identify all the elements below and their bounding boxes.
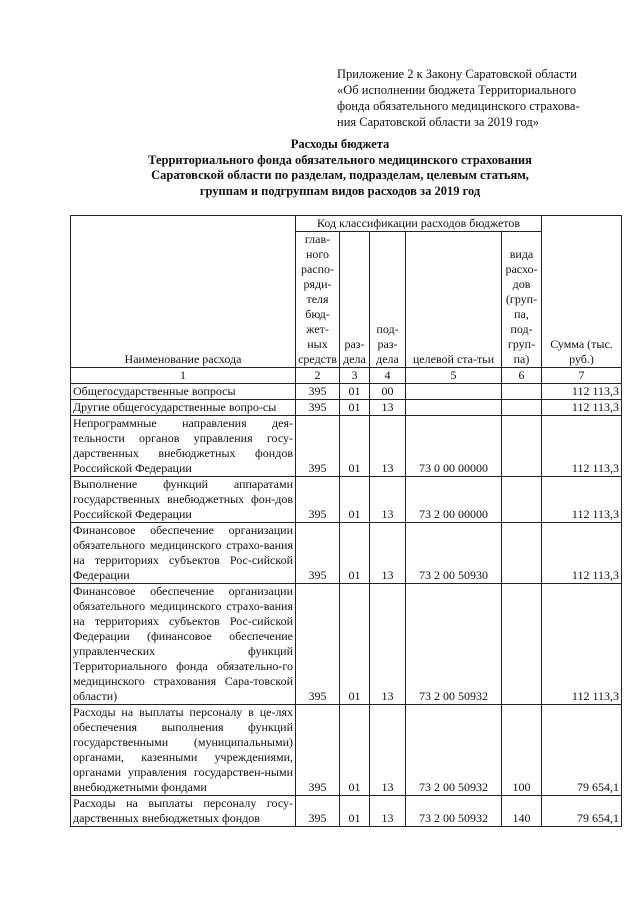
header-gr: глав-ного распо-ряди-теля бюд-жет-ных средств [296,232,340,368]
row-csr [406,384,502,400]
header-sum: Сумма (тыс. руб.) [542,216,622,368]
row-sum: 79 654,1 [542,705,622,796]
table-row [71,384,622,400]
table-row [71,523,622,584]
title-line: группам и подгруппам видов расходов за 2019 год [199,183,481,198]
row-sum: 112 113,3 [542,477,622,523]
row-sum: 112 113,3 [542,523,622,584]
table-row [71,705,622,796]
row-sum: 112 113,3 [542,400,622,416]
row-sum: 112 113,3 [542,416,622,477]
row-vr [502,523,542,584]
row-rz: 01 [340,384,370,400]
row-gr: 395 [296,705,340,796]
row-rz: 01 [340,400,370,416]
column-number: 4 [370,368,406,384]
row-csr: 73 0 00 00000 [406,416,502,477]
row-sum: 79 654,1 [542,796,622,827]
row-gr: 395 [296,477,340,523]
row-pr: 13 [370,584,406,705]
row-pr: 13 [370,705,406,796]
title-line: Расходы бюджета [290,137,390,151]
row-csr [406,400,502,416]
row-pr: 13 [370,477,406,523]
header-csr: целевой ста-тьи [406,232,502,368]
row-name: Выполнение функций аппаратами государственных внебюджетных фон-дов Российской Федерации [71,477,296,523]
row-vr [502,416,542,477]
column-number: 5 [406,368,502,384]
row-vr [502,584,542,705]
row-gr: 395 [296,584,340,705]
table-row [71,477,622,523]
row-rz: 01 [340,796,370,827]
row-csr: 73 2 00 50932 [406,584,502,705]
appendix-line: Приложение 2 к Закону Саратовской области [337,67,577,81]
column-number: 3 [340,368,370,384]
header-classification: Код классификации расходов бюджетов [296,216,542,232]
appendix-line: фонда обязательного медицинского страхова- [337,99,580,113]
row-gr: 395 [296,416,340,477]
header-vr: вида расхо-дов (груп-па, под-груп-па) [502,232,542,368]
row-pr: 00 [370,384,406,400]
row-rz: 01 [340,477,370,523]
row-csr: 73 2 00 50930 [406,523,502,584]
row-vr: 140 [502,796,542,827]
header-pr: под-раз-дела [370,232,406,368]
title-line: Территориального фонда обязательного медицинского страхования [148,152,532,167]
row-csr: 73 2 00 50932 [406,705,502,796]
budget-table [70,215,622,827]
title-line: Саратовской области по разделам, подразделам, целевым статьям, [151,168,529,182]
header-name: Наименование расхода [71,216,296,368]
row-vr [502,400,542,416]
column-number: 2 [296,368,340,384]
row-pr: 13 [370,400,406,416]
table-row [71,584,622,705]
row-name: Непрограммные направления дея-тельности органов управления госу-дарственных внебюджетных фондов Российской Федерации [71,416,296,477]
row-rz: 01 [340,584,370,705]
column-number-row [71,368,622,384]
row-name: Общегосударственные вопросы [71,384,296,400]
row-csr: 73 2 00 50932 [406,796,502,827]
row-gr: 395 [296,400,340,416]
row-vr [502,477,542,523]
table-row [71,400,622,416]
row-name: Финансовое обеспечение организации обязательного медицинского страхо-вания на территориях субъектов Рос-сийской Федерации (финансовое обеспечение управленческих функций Территориального фонда обязательно-го медицинского страхования Сара-товской области) [71,584,296,705]
document-title [60,137,620,199]
row-rz: 01 [340,416,370,477]
appendix-line: ния Саратовской области за 2019 год» [337,115,540,129]
row-gr: 395 [296,796,340,827]
row-name: Расходы на выплаты персоналу в це-лях обеспечения выполнения функций государственными (муниципальными) органами, казенными учреждениями, органами управления государствен-ными внебюджетными фондами [71,705,296,796]
row-csr: 73 2 00 00000 [406,477,502,523]
row-pr: 13 [370,523,406,584]
column-number: 6 [502,368,542,384]
row-sum: 112 113,3 [542,584,622,705]
column-number: 1 [71,368,296,384]
row-pr: 13 [370,416,406,477]
row-rz: 01 [340,705,370,796]
row-pr: 13 [370,796,406,827]
appendix-line: «Об исполнении бюджета Территориального [337,83,577,97]
row-vr [502,384,542,400]
row-name: Расходы на выплаты персоналу госу-дарственных внебюджетных фондов [71,796,296,827]
row-gr: 395 [296,523,340,584]
appendix-note [337,66,609,130]
row-vr: 100 [502,705,542,796]
row-name: Финансовое обеспечение организации обязательного медицинского страхо-вания на территориях субъектов Рос-сийской Федерации [71,523,296,584]
column-number: 7 [542,368,622,384]
row-gr: 395 [296,384,340,400]
header-rz: раз-дела [340,232,370,368]
table-row [71,416,622,477]
row-rz: 01 [340,523,370,584]
row-name: Другие общегосударственные вопро-сы [71,400,296,416]
row-sum: 112 113,3 [542,384,622,400]
table-row [71,796,622,827]
